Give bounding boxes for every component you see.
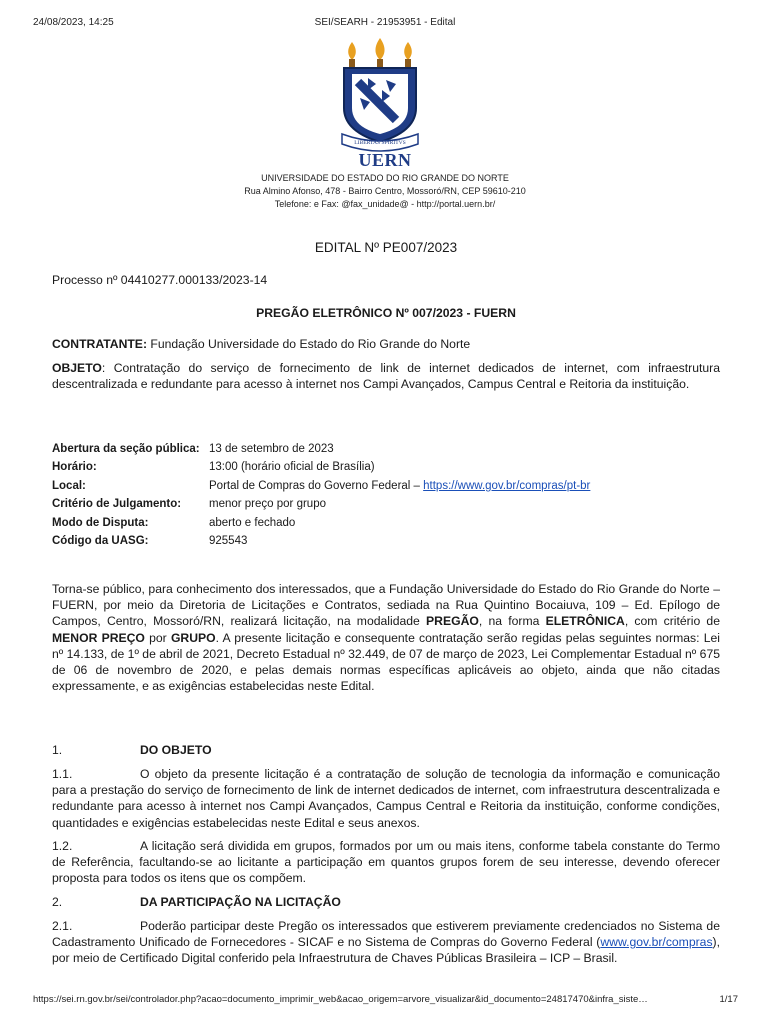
intro-criterio: MENOR PREÇO (52, 630, 145, 645)
institution-address: Rua Almino Afonso, 478 - Bairro Centro, Mossoró/RN, CEP 59610-210 (244, 186, 526, 196)
contratante-line (52, 336, 720, 352)
pregao-title: PREGÃO ELETRÔNICO Nº 007/2023 - FUERN (256, 306, 516, 320)
section-1-number: 1. (52, 743, 63, 757)
institution-contact: Telefone: e Fax: @fax_unidade@ - http://portal.uern.br/ (274, 199, 496, 209)
print-url: https://sei.rn.gov.br/sei/controlador.php?acao=documento_imprimir_web&acao_origem=arvore_visualizar&id_documento=24817470&infra_siste… (33, 994, 648, 1005)
item-2-1 (52, 918, 720, 967)
objeto-label: OBJETO (52, 361, 102, 375)
processo-number: Processo nº 04410277.000133/2023-14 (52, 273, 268, 287)
print-page-number: 1/17 (719, 994, 738, 1005)
uasg-value: 925543 (209, 535, 248, 548)
modo-label: Modo de Disputa: (52, 516, 149, 529)
item-1-2-number: 1.2. (52, 839, 73, 853)
section-2-heading (52, 894, 720, 910)
abertura-value: 13 de setembro de 2023 (209, 443, 334, 455)
gov-compras-link[interactable]: www.gov.br/compras (600, 935, 713, 950)
uern-crest-logo (338, 38, 422, 158)
edital-title: EDITAL Nº PE007/2023 (314, 240, 458, 255)
item-1-2-text: A licitação será dividida em grupos, formados por um ou mais itens, conforme tabela constante do Termo de Referência, facultando-se ao licitante a participação em quantos grupos forem de seu interesse, devendo oferecer proposta para todos os itens que os compõem. (52, 839, 720, 886)
horario-value: 13:00 (horário oficial de Brasília) (209, 461, 375, 474)
item-2-1-text-b: ), por meio de Certificado Digital conferido pela Infraestrutura de Chaves Públicas Brasileira – ICP – Brasil. (52, 935, 720, 966)
info-row-horario (52, 458, 590, 476)
item-1-1-text: O objeto da presente licitação é a contratação de solução de tecnologia da informação e comunicação para a prestação do serviço de fornecimento de link de internet dedicados de internet, com infraestrutura descentralizada e redundante para acesso à internet nos Campi Avançados, Campus Central e Reitoria da instituição, conforme condições, quantidades e exigências estabelecidas neste Edital e seus anexos. (52, 767, 720, 830)
intro-paragraph (52, 581, 720, 694)
uern-brand-text: UERN (358, 150, 412, 170)
edital-info-table (52, 440, 590, 550)
local-value (209, 477, 590, 495)
info-row-abertura (52, 440, 590, 458)
abertura-label: Abertura da seção pública: (52, 443, 200, 455)
print-doc-title: SEI/SEARH - 21953951 - Edital (314, 17, 456, 28)
contratante-value: Fundação Universidade do Estado do Rio Grande do Norte (147, 337, 471, 351)
criterio-label: Critério de Julgamento: (52, 498, 182, 511)
intro-text-5: . A presente licitação e consequente contratação serão regidas pelas seguintes normas: Lei nº 14.133, de 1º de abril de 2021, Decreto Estadual nº 32.449, de 07 de março de 2023, Lei Complementar Estadual nº 675 de 06 de novembro de 2020, e pelas demais normas específicas aplicáveis ao objeto, ainda que não citadas expressamente, e as exigências estabelecidas neste Edital. (52, 630, 720, 694)
intro-text-3: , com critério de (624, 614, 720, 629)
motto-text: LIBERTAS SPIRITVS (354, 140, 406, 146)
item-1-2 (52, 838, 720, 887)
intro-text-4: por (144, 630, 171, 645)
torch-flames (348, 38, 412, 69)
section-1-heading (52, 742, 720, 758)
uasg-label: Código da UASG: (52, 535, 149, 548)
section-2-title: DA PARTICIPAÇÃO NA LICITAÇÃO (140, 895, 341, 909)
institution-name: UNIVERSIDADE DO ESTADO DO RIO GRANDE DO NORTE (261, 173, 509, 183)
info-row-uasg (52, 532, 590, 550)
local-label: Local: (52, 479, 86, 492)
item-2-1-number: 2.1. (52, 919, 73, 933)
intro-forma: ELETRÔNICA (545, 614, 625, 629)
info-row-modo (52, 514, 590, 532)
info-row-local (52, 477, 590, 495)
objeto-value: : Contratação do serviço de fornecimento de link de internet dedicados de internet, com infraestrutura descentralizada e redundante para acesso à internet nos Campi Avançados, Campus Central e Reitoria da instituição. (52, 361, 720, 392)
contratante-label: CONTRATANTE: (52, 337, 147, 351)
section-2-number: 2. (52, 895, 63, 909)
print-datetime: 24/08/2023, 14:25 (33, 17, 114, 28)
compras-portal-link[interactable]: https://www.gov.br/compras/pt-br (423, 479, 591, 492)
intro-text-2: , na forma (478, 614, 546, 629)
info-row-criterio (52, 495, 590, 513)
item-1-1 (52, 766, 720, 831)
item-2-1-text-a: Poderão participar deste Pregão os interessados que estiverem previamente credenciados no Sistema de Cadastramento Unificado de Fornecedores - SICAF e no Sistema de Compras do Governo Federal ( (52, 919, 720, 950)
modo-value: aberto e fechado (209, 516, 296, 529)
intro-grupo: GRUPO (170, 630, 216, 645)
objeto-paragraph (52, 360, 720, 392)
horario-label: Horário: (52, 461, 97, 474)
intro-text-1: Torna-se público, para conhecimento dos interessados, que a Fundação Universidade do Estado do Rio Grande do Norte – FUERN, por meio da Diretoria de Licitações e Contratos, sediada na Rua Quintino Bocaiuva, 109 – Ed. Epílogo de Campos, Centro, Mossoró/RN, realizará licitação, na modalidade (52, 582, 720, 629)
criterio-value: menor preço por grupo (209, 498, 326, 511)
section-1-title: DO OBJETO (140, 743, 212, 757)
item-1-1-number: 1.1. (52, 767, 73, 781)
local-text: Portal de Compras do Governo Federal – (209, 479, 424, 492)
intro-modalidade: PREGÃO (426, 614, 479, 629)
